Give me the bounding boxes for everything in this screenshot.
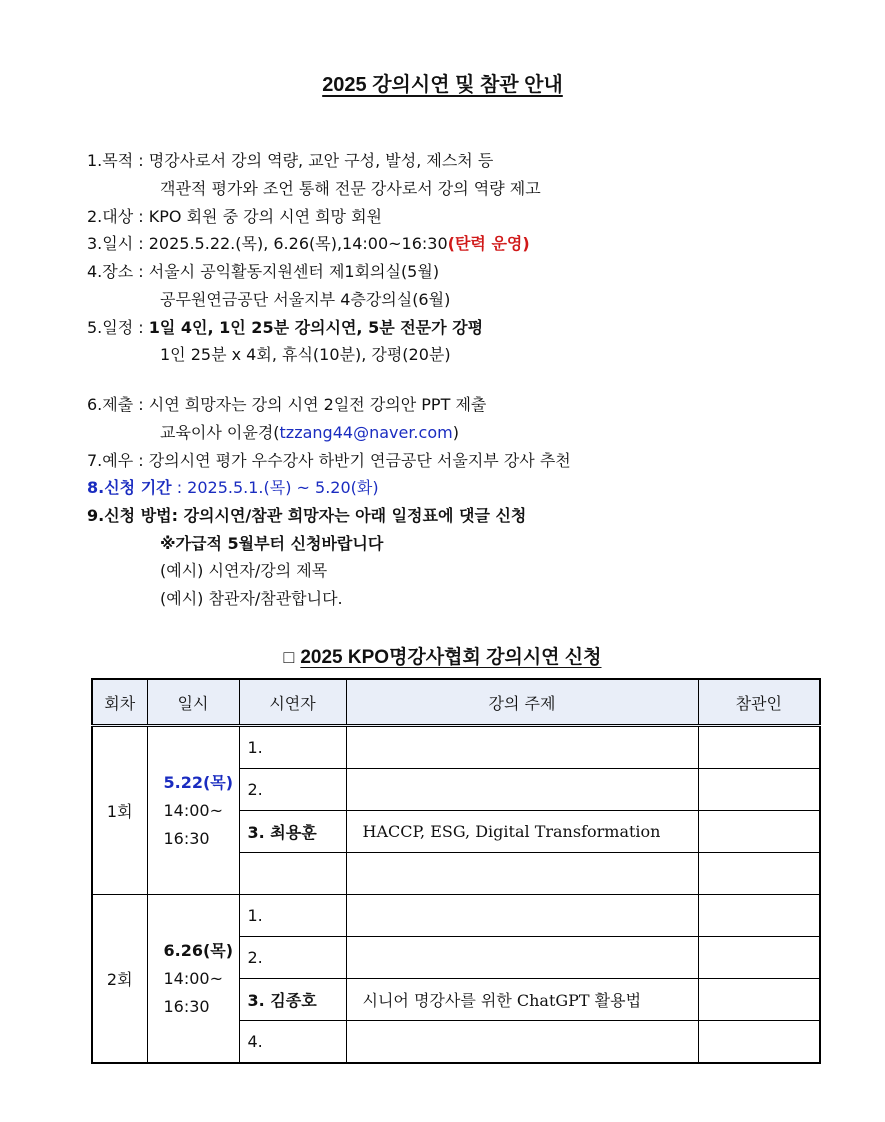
presenter-cell[interactable] <box>239 853 346 895</box>
table-row <box>92 895 820 937</box>
date-cell <box>147 895 239 1064</box>
place-line-2: 공무원연금공단 서울지부 4층강의실(6월) <box>160 290 451 309</box>
submit-line-2: 교육이사 이윤경(tzzang44@naver.com) <box>160 423 459 442</box>
example-line-1: (예시) 시연자/강의 제목 <box>160 561 328 580</box>
topic-cell[interactable] <box>346 1021 698 1064</box>
table-header-row <box>92 679 820 726</box>
topic-cell[interactable] <box>346 937 698 979</box>
schedule-table <box>91 678 821 1064</box>
header-round: 회차 <box>92 679 147 726</box>
presenter-cell[interactable]: 2. <box>239 769 346 811</box>
presenter-cell[interactable]: 4. <box>239 1021 346 1064</box>
flexible-note: (탄력 운영) <box>447 234 530 253</box>
apply-period-line: 8.신청 기간 : 2025.5.1.(목) ~ 5.20(화) <box>87 478 379 497</box>
purpose-line: 1.목적 : 명강사로서 강의 역량, 교안 구성, 발성, 제스처 등 <box>87 151 494 170</box>
date-line: 3.일시 : 2025.5.22.(목), 6.26(목),14:00~16:30(탄력 운영) <box>87 234 530 253</box>
place-line: 4.장소 : 서울시 공익활동지원센터 제1회의실(5월) <box>87 262 440 281</box>
session-time-start: 14:00~ <box>163 968 224 988</box>
header-date: 일시 <box>147 679 239 726</box>
topic-cell[interactable] <box>346 895 698 937</box>
round-cell: 1회 <box>92 726 147 895</box>
observer-cell[interactable] <box>698 1021 820 1064</box>
session-date: 5.22(목) <box>163 772 234 792</box>
session-date: 6.26(목) <box>163 940 234 960</box>
observer-cell[interactable] <box>698 895 820 937</box>
email-link: tzzang44@naver.com <box>279 423 453 442</box>
example-line-2: (예시) 참관자/참관합니다. <box>160 589 343 608</box>
session-time-end: 16:30 <box>163 996 210 1016</box>
schedule-line-2: 1인 25분 x 4회, 휴식(10분), 강평(20분) <box>160 345 451 364</box>
apply-method-line: 9.신청 방법: 강의시연/참관 희망자는 아래 일정표에 댓글 신청 <box>87 506 527 525</box>
presenter-cell[interactable]: 3. 최용훈 <box>239 811 346 853</box>
apply-note: ※가급적 5월부터 신청바랍니다 <box>160 534 384 553</box>
session-time-start: 14:00~ <box>163 800 224 820</box>
checkbox-square-icon: □ <box>283 647 295 667</box>
presenter-cell[interactable]: 1. <box>239 895 346 937</box>
presenter-cell[interactable]: 1. <box>239 726 346 769</box>
page-title: 2025 강의시연 및 참관 안내 <box>322 74 563 96</box>
session-time-end: 16:30 <box>163 828 210 848</box>
header-presenter: 시연자 <box>239 679 346 726</box>
target-line: 2.대상 : KPO 회원 중 강의 시연 희망 회원 <box>87 207 383 226</box>
observer-cell[interactable] <box>698 811 820 853</box>
topic-cell[interactable]: 시니어 명강사를 위한 ChatGPT 활용법 <box>346 979 698 1021</box>
round-cell: 2회 <box>92 895 147 1064</box>
topic-cell[interactable]: HACCP, ESG, Digital Transformation <box>346 811 698 853</box>
table-row <box>92 726 820 769</box>
header-topic: 강의 주제 <box>346 679 698 726</box>
observer-cell[interactable] <box>698 979 820 1021</box>
topic-cell[interactable] <box>346 769 698 811</box>
purpose-line-2: 객관적 평가와 조언 통해 전문 강사로서 강의 역량 제고 <box>160 179 541 198</box>
observer-cell[interactable] <box>698 853 820 895</box>
topic-cell[interactable] <box>346 853 698 895</box>
observer-cell[interactable] <box>698 726 820 769</box>
observer-cell[interactable] <box>698 937 820 979</box>
presenter-cell[interactable]: 2. <box>239 937 346 979</box>
courtesy-line: 7.예우 : 강의시연 평가 우수강사 하반기 연금공단 서울지부 강사 추천 <box>87 451 571 470</box>
submit-line: 6.제출 : 시연 희망자는 강의 시연 2일전 강의안 PPT 제출 <box>87 395 487 414</box>
header-observer: 참관인 <box>698 679 820 726</box>
topic-cell[interactable] <box>346 726 698 769</box>
presenter-cell[interactable]: 3. 김종호 <box>239 979 346 1021</box>
schedule-line: 5.일정 : 1일 4인, 1인 25분 강의시연, 5분 전문가 강평 <box>87 318 484 337</box>
date-cell <box>147 726 239 895</box>
table-title: □ 2025 KPO명강사협회 강의시연 신청 <box>283 647 602 668</box>
observer-cell[interactable] <box>698 769 820 811</box>
